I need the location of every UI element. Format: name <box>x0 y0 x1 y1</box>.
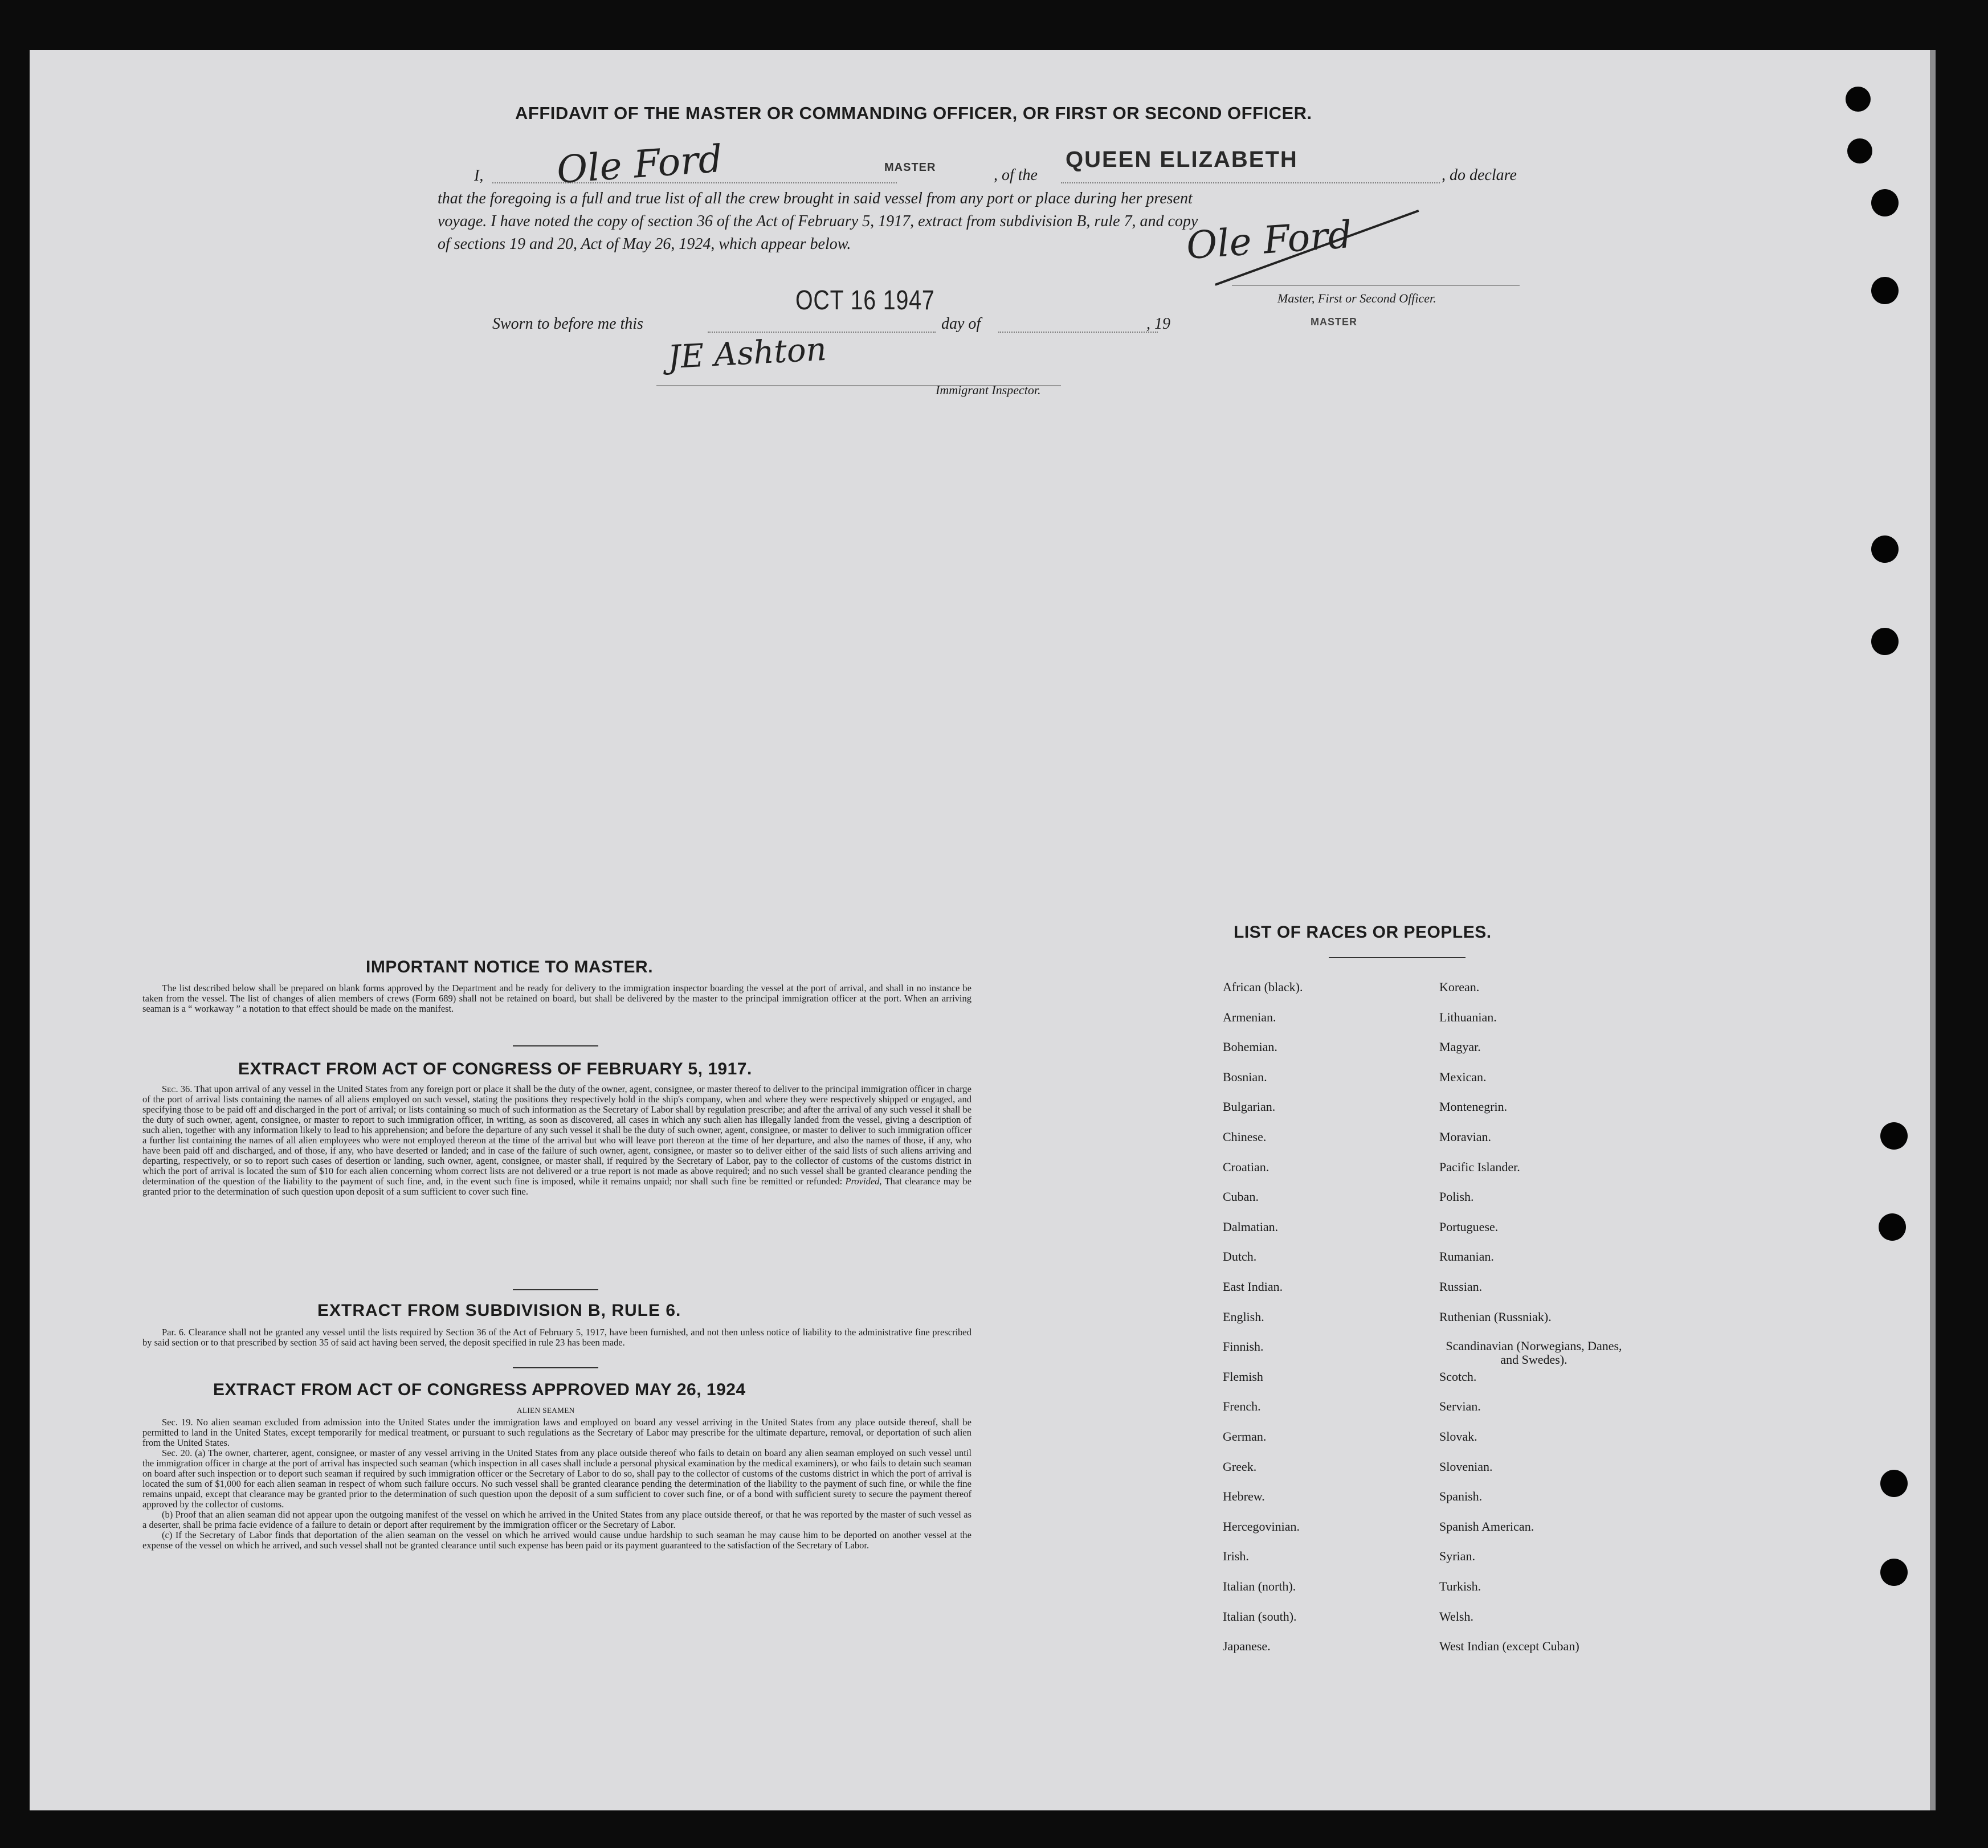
race-item: French. <box>1223 1399 1261 1413</box>
race-item: Welsh. <box>1439 1609 1473 1624</box>
race-item: Pacific Islander. <box>1439 1160 1520 1174</box>
punch-hole <box>1871 628 1899 655</box>
race-item: Ruthenian (Russniak). <box>1439 1310 1552 1324</box>
extract-1917-text <box>142 1084 971 1197</box>
vessel-blank <box>1061 182 1440 183</box>
notice-title: IMPORTANT NOTICE TO MASTER. <box>366 958 654 976</box>
inspector-signature: JE Ashton <box>667 330 828 377</box>
race-item: Irish. <box>1223 1549 1249 1563</box>
officer-signature: Ole Ford <box>1185 212 1354 268</box>
race-item: Servian. <box>1439 1399 1481 1413</box>
race-item: English. <box>1223 1310 1264 1324</box>
race-item: Armenian. <box>1223 1010 1276 1024</box>
sec-20a-text: Sec. 20. (a) The owner, charterer, agent, consignee, or master of any vessel arriving in the United States from any place outside thereof who fails to detain on board any alien seaman employed on such vessel until the immigration officer in charge at the port of arrival has inspected such seaman (which inspection in all cases shall include a personal physical examination by the medical examiners), or who fails to detain such seaman on board after such inspection or to deport such seaman if required by such immigration officer or the Secretary of Labor to do so, shall pay to the collector of customs of the customs district in which the port of arrival is located the sum of $1,000 for each alien seaman in respect of whom such failure occurs. No such vessel shall be granted clearance pending the determination of the liability to the payment of such fine, or while the fine remains unpaid, except that clearance may be granted prior to the determination of such question upon the deposit of a sum sufficient to cover such fine, or of a bond with sufficient surety to secure the payment thereof approved by the collector of customs. <box>142 1448 971 1510</box>
race-item: Moravian. <box>1439 1130 1492 1144</box>
par-6-text: Par. 6. Clearance shall not be granted any vessel until the lists required by Section 36 of the Act of February 5, 1917, have been furnished, and not then unless notice of liability to the administrative fine prescribed by said section or to that prescribed by section 35 of said act having been served, the deposit specified in rule 23 has been made. <box>142 1327 971 1348</box>
race-item: Japanese. <box>1223 1639 1271 1653</box>
of-the-label: , of the <box>994 166 1038 184</box>
race-item: Turkish. <box>1439 1579 1481 1593</box>
punch-hole <box>1871 535 1899 563</box>
race-item: German. <box>1223 1429 1267 1444</box>
notice-text <box>142 983 971 1014</box>
sec-36-text: That upon arrival of any vessel in the United States from any foreign port or place it shall be the duty of the owner, agent, consignee, or master thereof to deliver to the principal immigration officer in charge of the port of arrival lists containing the names of all aliens employed on such vessel, stating the positions they respectively hold in the ship's company, when and where they were respectively shipped or engaged, and specifying those to be paid off and discharged in the port of arrival; or lists containing so much of such information as the Secretary of Labor shall by regulation prescribe; and after the arrival of any such vessel it shall be the duty of such owner, agent, consignee, or master to report to such immigration officer, in writing, as soon as discovered, all cases in which any such alien has illegally landed from the vessel, giving a description of such alien, together with any information likely to lead to his apprehension; and before the departure of any such vessel it shall be the duty of such owner, agent, consignee, or master to deliver to such immigration officer a further list containing the names of all alien employees who were not employed thereon at the time of the arrival but who will leave port thereon at the time of her departure, and also the names of those, if any, who have been paid off and discharged, and of those, if any, who have deserted or landed; and in case of the failure of such owner, agent, consignee, or master so to deliver either of the said lists of such aliens arriving and departing, respectively, or so to report such cases of desertion or landing, such owner, agent, consignee, or master shall, if required by the Secretary of Labor, pay to the collector of customs of the customs district in which the port of arrival is located the sum of $10 for each alien concerning whom correct lists are not delivered or a true report is not made as above required; and no such vessel shall be granted clearance pending the determination of the question of the liability to the payment of such fine, and, in the event such fine is imposed, while it remains unpaid; nor shall such fine be remitted or refunded: <box>142 1084 971 1187</box>
sworn-month-blank <box>998 332 1158 333</box>
race-item: Hercegovinian. <box>1223 1519 1300 1534</box>
affidavit-line-4: of sections 19 and 20, Act of May 26, 1924, which appear below. <box>438 235 851 253</box>
affidavit-title: AFFIDAVIT OF THE MASTER OR COMMANDING OFFICER, OR FIRST OR SECOND OFFICER. <box>515 103 1312 123</box>
date-stamp: OCT 16 1947 <box>795 285 935 316</box>
race-item: Italian (north). <box>1223 1579 1296 1593</box>
sec-36-label: Sec. 36. <box>162 1084 193 1094</box>
sworn-label: Sworn to before me this <box>492 315 643 333</box>
section-divider <box>513 1367 598 1368</box>
officer-blank <box>1232 285 1520 286</box>
extract-1924-title: EXTRACT FROM ACT OF CONGRESS APPROVED MAY 26, 1924 <box>213 1380 746 1399</box>
race-item: Flemish <box>1223 1369 1263 1384</box>
master-signature: Ole Ford <box>555 136 724 193</box>
race-item: Montenegrin. <box>1439 1099 1508 1114</box>
race-item: Dutch. <box>1223 1249 1257 1264</box>
race-item: Slovenian. <box>1439 1459 1493 1474</box>
subdivision-title: EXTRACT FROM SUBDIVISION B, RULE 6. <box>317 1301 681 1320</box>
race-item: African (black). <box>1223 980 1303 994</box>
race-item: Lithuanian. <box>1439 1010 1497 1024</box>
sec-19-text: Sec. 19. No alien seaman excluded from admission into the United States under the immigration laws and employed on board any vessel arriving in the United States from any place outside thereof, shall be permitted to land in the United States, except temporarily for medical treatment, or pursuant to such regulations as the Secretary of Labor may prescribe for the ultimate departure, removal, or deportation of such alien from the United States. <box>142 1417 971 1448</box>
year-label: , 19 <box>1146 315 1170 333</box>
alien-seamen-subtitle: ALIEN SEAMEN <box>517 1406 575 1414</box>
sec-20b-text: (b) Proof that an alien seaman did not appear upon the outgoing manifest of the vessel on which he arrived in the United States from any place outside thereof, or that he was reported by the master of such vessel as a deserter, shall be prima facie evidence of a failure to detain or deport after requirement by the immigration officer or the Secretary of Labor. <box>142 1509 971 1530</box>
punch-hole <box>1871 189 1899 216</box>
race-item: Chinese. <box>1223 1130 1267 1144</box>
race-item: Greek. <box>1223 1459 1257 1474</box>
section-divider <box>513 1045 598 1046</box>
punch-hole <box>1880 1470 1908 1497</box>
provided-label: Provided, <box>845 1176 882 1187</box>
punch-hole <box>1880 1559 1908 1586</box>
race-item: Croatian. <box>1223 1160 1269 1174</box>
race-item: Syrian. <box>1439 1549 1475 1563</box>
race-item: Hebrew. <box>1223 1489 1265 1503</box>
officer-stamp: MASTER <box>1311 316 1357 328</box>
race-item: Finnish. <box>1223 1339 1264 1354</box>
day-of-label: day of <box>941 315 981 333</box>
race-item: Polish. <box>1439 1189 1474 1204</box>
form-page <box>30 50 1936 1810</box>
punch-hole <box>1846 87 1871 112</box>
affidavit-line-3: voyage. I have noted the copy of section 36 of the Act of February 5, 1917, extract from subdivision B, rule 7, and copy <box>438 212 1198 230</box>
race-item: Scandinavian (Norwegians, Danes, and Swedes). <box>1446 1339 1622 1367</box>
vessel-name: QUEEN ELIZABETH <box>1066 147 1298 172</box>
extract-1917-title: EXTRACT FROM ACT OF CONGRESS OF FEBRUARY 5, 1917. <box>238 1060 752 1078</box>
race-item: Portuguese. <box>1439 1220 1499 1234</box>
race-item: Scotch. <box>1439 1369 1477 1384</box>
sec-36-text-end: That clearance may be granted prior to the determination of such question upon deposit of a sum sufficient to cover such fine. <box>142 1176 972 1197</box>
race-item: Rumanian. <box>1439 1249 1494 1264</box>
rank-stamp: MASTER <box>884 161 936 174</box>
race-item: Slovak. <box>1439 1429 1477 1444</box>
race-item: West Indian (except Cuban) <box>1439 1639 1579 1653</box>
affidavit-i-label: I, <box>474 167 484 185</box>
race-item: East Indian. <box>1223 1279 1283 1294</box>
race-item: Bulgarian. <box>1223 1099 1276 1114</box>
extract-1924-text <box>142 1417 971 1551</box>
races-title: LIST OF RACES OR PEOPLES. <box>1234 923 1492 942</box>
race-item: Russian. <box>1439 1279 1483 1294</box>
officer-caption: Master, First or Second Officer. <box>1277 291 1436 305</box>
race-item: Bosnian. <box>1223 1070 1267 1084</box>
race-item: Bohemian. <box>1223 1040 1277 1054</box>
race-item: Cuban. <box>1223 1189 1259 1204</box>
notice-paragraph: The list described below shall be prepared on blank forms approved by the Department and be ready for delivery to the immigration inspector boarding the vessel at the port of arrival, and shall in no instance be taken from the vessel. The list of changes of alien members of crews (Form 689) shall not be retained on board, but shall be delivered by the master to the principal immigration officer at the port. When an arriving seaman is a “ workaway ” a notation to that effect should be made on the manifest. <box>142 983 971 1014</box>
section-divider <box>513 1289 598 1290</box>
race-item: Dalmatian. <box>1223 1220 1279 1234</box>
race-item: Mexican. <box>1439 1070 1487 1084</box>
race-item: Spanish. <box>1439 1489 1483 1503</box>
race-item: Spanish American. <box>1439 1519 1534 1534</box>
affidavit-line-2: that the foregoing is a full and true list of all the crew brought in said vessel from any port or place during her present <box>438 190 1193 207</box>
subdivision-text <box>142 1327 971 1348</box>
sec-20c-text: (c) If the Secretary of Labor finds that deportation of the alien seaman on the vessel on which he arrived would cause undue hardship to such seaman he may cause him to be deported on another vessel at the expense of the vessel on which he arrived, and such vessel shall not be granted clearance until such expense has been paid or its payment guaranteed to the satisfaction of the Secretary of Labor. <box>142 1530 971 1551</box>
race-item: Korean. <box>1439 980 1480 994</box>
race-item: Italian (south). <box>1223 1609 1297 1624</box>
punch-hole <box>1879 1213 1906 1241</box>
inspector-caption: Immigrant Inspector. <box>936 383 1041 397</box>
punch-hole <box>1880 1122 1908 1150</box>
race-item: Magyar. <box>1439 1040 1481 1054</box>
do-declare-label: , do declare <box>1442 166 1517 184</box>
punch-hole <box>1847 138 1872 163</box>
races-divider <box>1329 957 1466 958</box>
punch-hole <box>1871 277 1899 304</box>
